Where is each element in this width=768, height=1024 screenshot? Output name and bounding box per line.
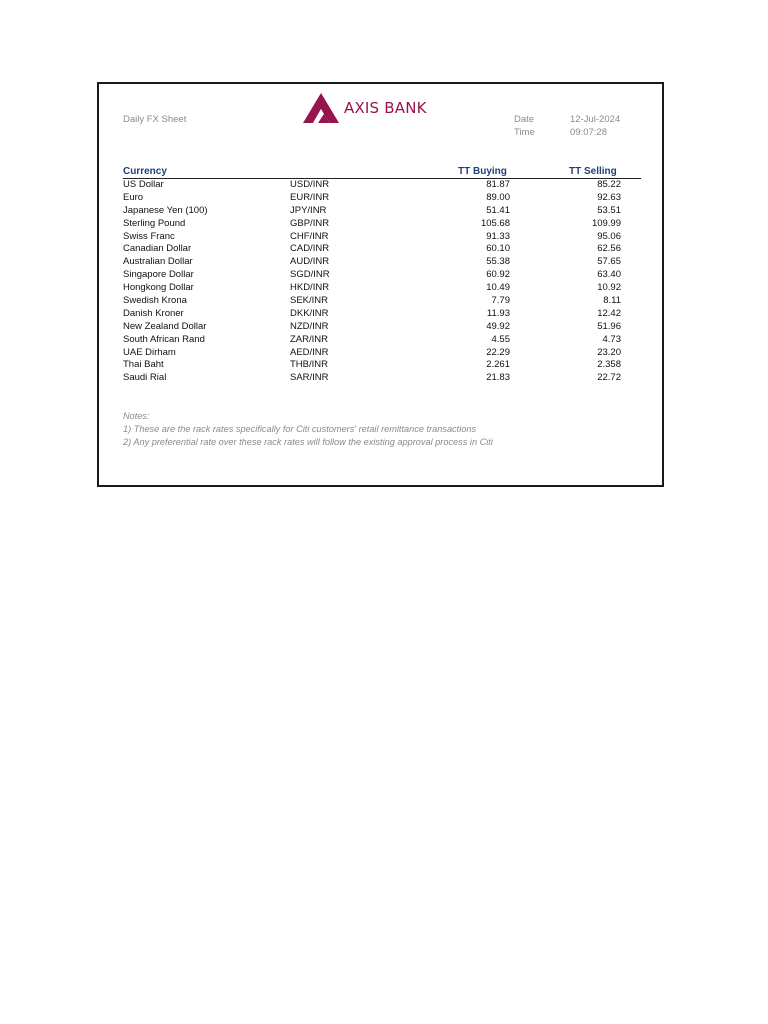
tt-selling-value: 53.51 <box>597 204 621 216</box>
table-row <box>123 359 641 372</box>
currency-pair: THB/INR <box>290 359 328 371</box>
table-row <box>123 321 641 334</box>
currency-pair: CHF/INR <box>290 230 329 242</box>
tt-selling-value: 4.73 <box>602 333 621 345</box>
table-row <box>123 205 641 218</box>
currency-name: US Dollar <box>123 179 164 190</box>
currency-name: Sterling Pound <box>123 217 186 229</box>
currency-pair: NZD/INR <box>290 320 329 332</box>
tt-buying-value: 4.55 <box>491 333 510 345</box>
currency-pair: JPY/INR <box>290 204 327 216</box>
tt-buying-value: 91.33 <box>486 230 510 242</box>
tt-selling-value: 92.63 <box>597 191 621 203</box>
tt-buying-value: 105.68 <box>480 217 510 229</box>
date-label: Date <box>514 114 535 125</box>
table-row <box>123 295 641 308</box>
note-item: 1) These are the rack rates specifically for Citi customers' retail remittance transactions <box>123 424 477 434</box>
currency-name: Swedish Krona <box>123 295 187 307</box>
tt-selling-value: 8.11 <box>603 295 621 307</box>
tt-selling-value: 10.92 <box>597 282 621 294</box>
tt-buying-value: 60.10 <box>486 243 510 255</box>
tt-buying-value: 22.29 <box>486 346 510 358</box>
currency-pair: ZAR/INR <box>290 333 328 345</box>
tt-selling-value: 63.40 <box>597 269 621 281</box>
table-row <box>123 231 641 244</box>
tt-buying-value: 51.41 <box>486 204 510 216</box>
date-value: 12-Jul-2024 <box>570 114 621 125</box>
tt-buying-value: 11.93 <box>486 307 510 319</box>
currency-name: Saudi Rial <box>123 372 167 384</box>
currency-name: Euro <box>123 191 144 203</box>
currency-name: Thai Baht <box>123 359 164 371</box>
table-row <box>123 282 641 295</box>
currency-name: Singapore Dollar <box>123 269 194 281</box>
tt-selling-value: 2.358 <box>597 359 621 371</box>
logo-text: AXIS BANK <box>344 99 427 117</box>
table-row <box>123 269 641 282</box>
tt-buying-value: 81.87 <box>486 179 510 190</box>
currency-name: UAE Dirham <box>123 346 176 358</box>
table-row <box>123 334 641 347</box>
currency-name: Australian Dollar <box>123 256 193 268</box>
tt-selling-value: 57.65 <box>597 256 621 268</box>
tt-buying-header: TT Buying <box>458 166 507 177</box>
fx-sheet <box>97 82 664 487</box>
currency-pair: AED/INR <box>290 346 329 358</box>
currency-name: Danish Kroner <box>123 307 184 319</box>
currency-pair: AUD/INR <box>290 256 330 268</box>
currency-name: Canadian Dollar <box>123 243 192 255</box>
tt-selling-value: 85.22 <box>597 179 621 190</box>
notes-heading: Notes: <box>123 411 150 421</box>
currency-pair: CAD/INR <box>290 243 330 255</box>
time-value: 09:07:28 <box>570 127 607 138</box>
currency-pair: SGD/INR <box>290 269 330 281</box>
notes-block <box>123 410 493 449</box>
currency-name: Japanese Yen (100) <box>123 204 208 216</box>
currency-pair: DKK/INR <box>290 307 329 319</box>
table-row <box>123 179 641 192</box>
tt-selling-value: 109.99 <box>591 217 621 229</box>
table-row <box>123 372 641 385</box>
table-row <box>123 243 641 256</box>
tt-selling-value: 51.96 <box>597 320 621 332</box>
tt-buying-value: 2.261 <box>486 359 510 371</box>
currency-pair: USD/INR <box>290 179 330 190</box>
tt-buying-value: 10.49 <box>486 282 510 294</box>
tt-selling-value: 23.20 <box>597 346 621 358</box>
tt-selling-value: 95.06 <box>597 230 621 242</box>
table-row <box>123 256 641 269</box>
currency-name: South African Rand <box>123 333 205 345</box>
tt-buying-value: 60.92 <box>486 269 510 281</box>
axis-bank-logo <box>302 92 427 124</box>
currency-name: New Zealand Dollar <box>123 320 207 332</box>
currency-name: Hongkong Dollar <box>123 282 194 294</box>
table-row <box>123 192 641 205</box>
sheet-title: Daily FX Sheet <box>123 114 187 125</box>
currency-name: Swiss Franc <box>123 230 175 242</box>
tt-buying-value: 21.83 <box>486 372 510 384</box>
tt-buying-value: 55.38 <box>486 256 510 268</box>
table-row <box>123 308 641 321</box>
note-item: 2) Any preferential rate over these rack rates will follow the existing approval process in Citi <box>123 437 493 447</box>
currency-header: Currency <box>123 166 167 177</box>
currency-pair: SEK/INR <box>290 295 329 307</box>
table-row <box>123 218 641 231</box>
currency-pair: SAR/INR <box>290 372 329 384</box>
currency-pair: EUR/INR <box>290 191 330 203</box>
currency-pair: HKD/INR <box>290 282 330 294</box>
tt-selling-value: 22.72 <box>597 372 621 384</box>
axis-bank-logo-icon <box>302 92 340 124</box>
time-label: Time <box>514 127 535 138</box>
currency-pair: GBP/INR <box>290 217 330 229</box>
tt-buying-value: 89.00 <box>486 191 510 203</box>
tt-selling-value: 12.42 <box>597 307 621 319</box>
tt-buying-value: 7.79 <box>491 295 510 307</box>
rates-table <box>123 179 641 385</box>
tt-buying-value: 49.92 <box>486 320 510 332</box>
tt-selling-value: 62.56 <box>597 243 621 255</box>
tt-selling-header: TT Selling <box>569 166 617 177</box>
table-row <box>123 347 641 360</box>
